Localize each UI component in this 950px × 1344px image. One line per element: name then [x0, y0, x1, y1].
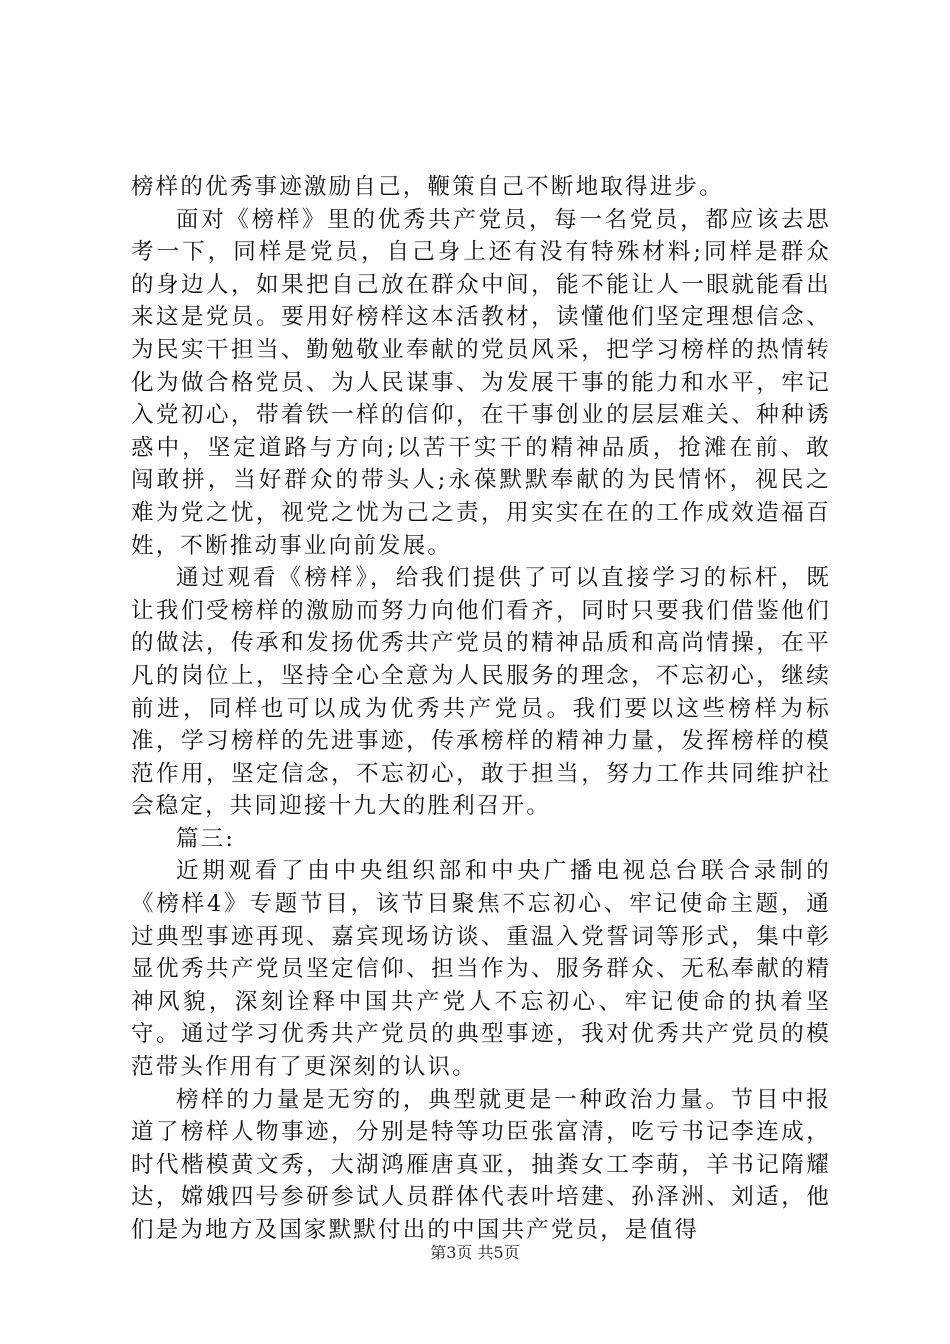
document-body — [131, 171, 831, 1247]
paragraph: 近期观看了由中央组织部和中央广播电视总台联合录制的《榜样4》专题节目，该节目聚焦不忘初心、牢记使命主题，通过典型事迹再现、嘉宾现场访谈、重温入党誓词等形式，集中彰显优秀共产党员坚定信仰、担当作为、服务群众、无私奉献的精神风貌，深刻诠释中国共产党人不忘初心、牢记使命的执着坚守。通过学习优秀共产党员的典型事迹，我对优秀共产党员的模范带头作用有了更深刻的认识。 — [131, 858, 831, 1081]
section-heading: 篇三: — [176, 825, 236, 852]
page-number-footer: 第3页 共5页 — [430, 1243, 520, 1262]
paragraph: 榜样的优秀事迹激励自己，鞭策自己不断地取得进步。 — [131, 174, 724, 200]
paragraph: 榜样的力量是无穷的，典型就更是一种政治力量。节目中报道了榜样人物事迹，分别是特等功臣张富清，吃亏书记李连成，时代楷模黄文秀，大湖鸿雁唐真亚，抽粪女工李萌，羊书记隋耀达，嫦娥四号参研参试人员群体代表叶培建、孙泽洲、刘适，他们是为地方及国家默默付出的中国共产党员，是值得 — [131, 1086, 831, 1243]
paragraph: 面对《榜样》里的优秀共产党员，每一名党员，都应该去思考一下，同样是党员，自己身上还有没有特殊材料;同样是群众的身边人，如果把自己放在群众中间，能不能让人一眼就能看出来这是党员。要用好榜样这本活教材，读懂他们坚定理想信念、为民实干担当、勤勉敬业奉献的党员风采，把学习榜样的热情转化为做合格党员、为人民谋事、为发展干事的能力和水平，牢记入党初心，带着铁一样的信仰，在干事创业的层层难关、种种诱惑中，坚定道路与方向;以苦干实干的精神品质，抢滩在前、敢闯敢拼，当好群众的带头人;永葆默默奉献的为民情怀，视民之难为党之忧，视党之忧为己之责，用实实在在的工作成效造福百姓，不断推动事业向前发展。 — [131, 206, 831, 559]
paragraph: 通过观看《榜样》，给我们提供了可以直接学习的标杆，既让我们受榜样的激励而努力向他们看齐，同时只要我们借鉴他们的做法，传承和发扬优秀共产党员的精神品质和高尚情操，在平凡的岗位上，坚持全心全意为人民服务的理念，不忘初心，继续前进，同样也可以成为优秀共产党员。我们要以这些榜样为标准，学习榜样的先进事迹，传承榜样的精神力量，发挥榜样的模范作用，坚定信念，不忘初心，敢于担当，努力工作共同维护社会稳定，共同迎接十九大的胜利召开。 — [131, 565, 831, 820]
